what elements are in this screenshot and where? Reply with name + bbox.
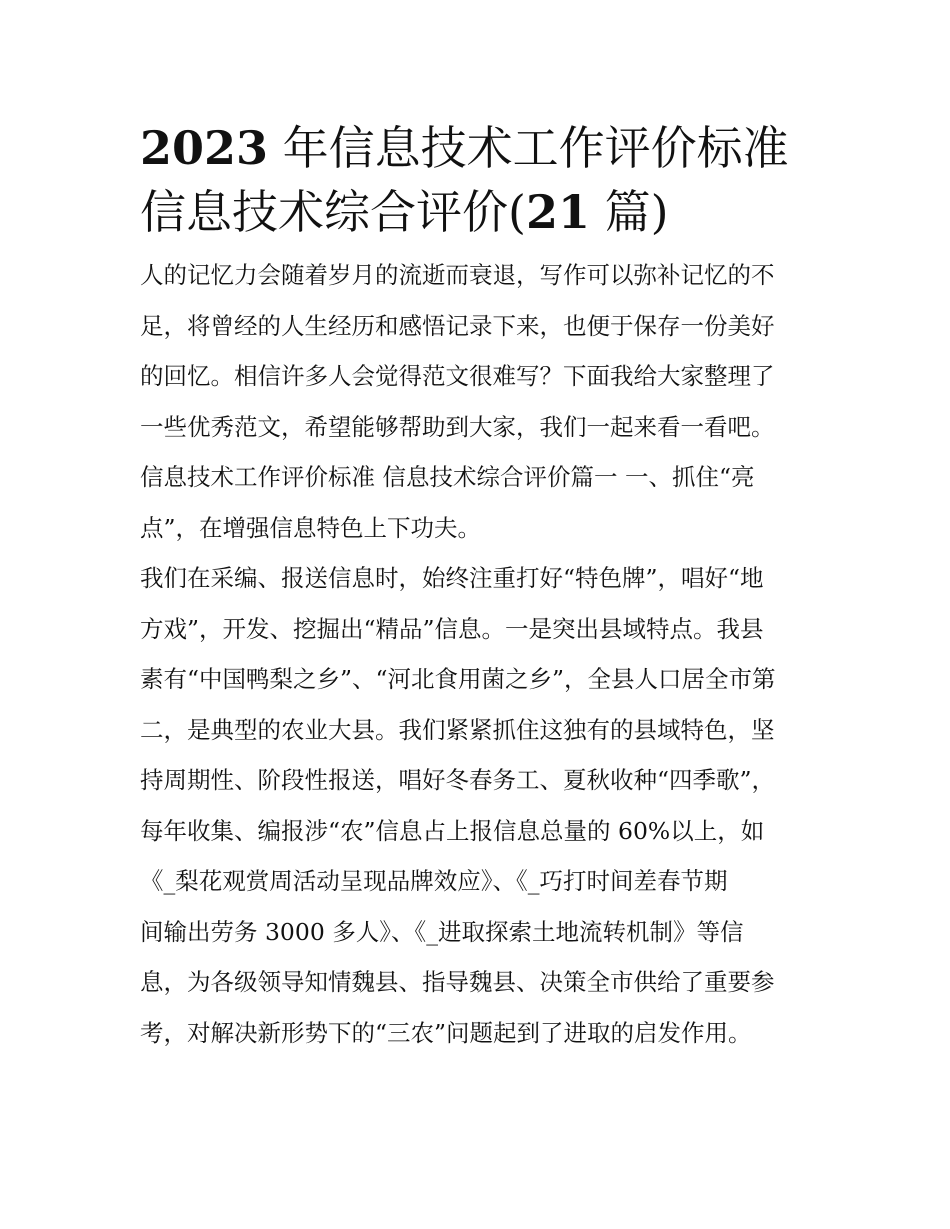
title-line-2 [140, 180, 820, 244]
title-line-2-text: 信息技术综合评价( [140, 185, 526, 239]
title-line-1 [140, 116, 820, 180]
body-line: 一些优秀范文，希望能够帮助到大家，我们一起来看一看吧。 [140, 412, 775, 441]
body-line: 素有“中国鸭梨之乡”、“河北食用菌之乡”，全县人口居全市第 [140, 665, 776, 693]
body-line: 考，对解决新形势下的“三农”问题起到了进取的启发作用。 [140, 1018, 752, 1047]
body-line: 人的记忆力会随着岁月的流逝而衰退，写作可以弥补记忆的不 [140, 261, 775, 289]
body-line: 足，将曾经的人生经历和感悟记录下来，也便于保存一份美好 [140, 311, 775, 340]
document-page [140, 116, 820, 1058]
document-body [140, 250, 820, 1058]
body-line: 方戏”，开发、挖掘出“精品”信息。一是突出县域特点。我县 [140, 614, 764, 643]
body-line: 信息技术工作评价标准 信息技术综合评价篇一 一、抓住“亮 [140, 463, 755, 491]
body-line: 我们在采编、报送信息时，始终注重打好“特色牌”，唱好“地 [140, 564, 764, 592]
title-year: 2023 [140, 121, 269, 175]
body-line: 点”，在增强信息特色上下功夫。 [140, 513, 482, 542]
title-line-1-text: 年信息技术工作评价标准 [268, 121, 789, 175]
body-line: 持周期性、阶段性报送，唱好冬春务工、夏秋收种“四季歌”， [140, 766, 776, 794]
title-line-2-tail: 篇) [589, 185, 669, 239]
body-line: 每年收集、编报涉“农”信息占上报信息总量的 60%以上，如 [140, 816, 765, 845]
document-title [140, 116, 820, 244]
title-count: 21 [525, 185, 590, 239]
body-line: 息，为各级领导知情魏县、指导魏县、决策全市供给了重要参 [140, 968, 775, 996]
body-line: 《_梨花观赏周活动呈现品牌效应》、《_巧打时间差春节期 [140, 867, 728, 895]
body-line: 二，是典型的农业大县。我们紧紧抓住这独有的县域特色，坚 [140, 715, 775, 744]
body-line: 的回忆。相信许多人会觉得范文很难写？下面我给大家整理了 [140, 362, 775, 390]
body-line: 间输出劳务 3000 多人》、《_进取探索土地流转机制》等信 [140, 917, 744, 946]
